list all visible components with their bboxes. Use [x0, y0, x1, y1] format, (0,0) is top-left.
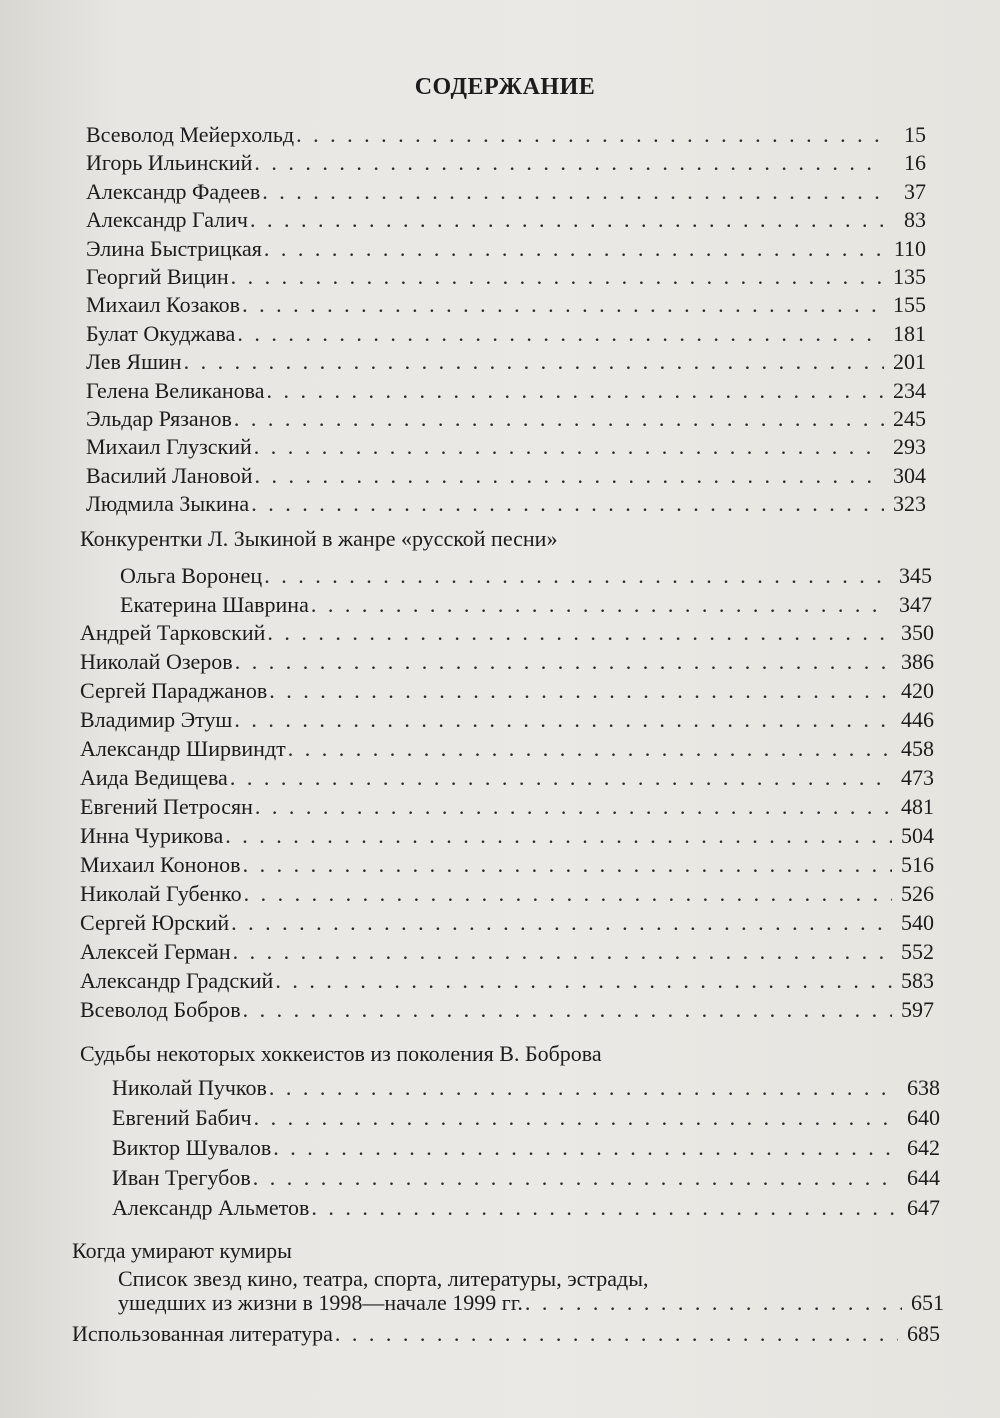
toc-entry-page: 640 — [907, 1105, 940, 1130]
toc-entry-page: 323 — [893, 491, 926, 517]
toc-entry — [86, 321, 926, 349]
dot-leader — [235, 649, 892, 675]
toc-entry-title: Андрей Тарковский — [80, 620, 266, 645]
dot-leader — [243, 852, 892, 878]
idols-description-line1: Список звезд кино, театра, спорта, литературы, эстрады, — [118, 1266, 649, 1291]
toc-entry-title: Сергей Параджанов — [80, 678, 268, 703]
toc-entry-page: 446 — [901, 707, 934, 732]
toc-entry — [80, 649, 934, 677]
section-heading-zykina: Конкурентки Л. Зыкиной в жанре «русской песни» — [80, 526, 558, 551]
toc-entry — [86, 292, 926, 320]
toc-entry-page: 638 — [907, 1075, 940, 1100]
toc-entry — [86, 179, 926, 207]
toc-entry-page: 583 — [901, 968, 934, 993]
toc-entry-page: 201 — [893, 349, 926, 375]
toc-entry-page: 481 — [901, 794, 934, 819]
toc-entry-page: 420 — [901, 678, 934, 703]
dot-leader — [234, 707, 892, 733]
toc-entry — [86, 207, 926, 235]
section-heading-hockey: Судьбы некоторых хоккеистов из поколения В. Боброва — [80, 1041, 602, 1066]
dot-leader — [296, 122, 884, 148]
toc-entry-title: Михаил Глузский — [86, 434, 252, 460]
toc-entry — [86, 406, 926, 434]
toc-entry-page: 181 — [893, 320, 926, 346]
toc-entry-title: Александр Фадеев — [86, 178, 261, 204]
toc-entry-title: Владимир Этуш — [80, 707, 233, 732]
toc-entry — [86, 434, 926, 462]
toc-entry — [120, 563, 932, 591]
dot-leader — [275, 968, 892, 994]
toc-entry-page: 504 — [901, 823, 934, 848]
toc-entry — [80, 707, 934, 735]
toc-entry — [80, 852, 934, 880]
toc-entry — [112, 1105, 940, 1133]
toc-entry — [80, 939, 934, 967]
toc-entry-page: 110 — [893, 235, 926, 261]
toc-entry — [80, 736, 934, 764]
dot-leader — [335, 1321, 898, 1347]
toc-entry — [112, 1075, 940, 1103]
dot-leader — [250, 207, 884, 233]
dot-leader — [254, 463, 884, 489]
dot-leader — [267, 378, 884, 404]
toc-entry-page: 651 — [911, 1290, 944, 1315]
toc-entry-title: Людмила Зыкина — [86, 491, 250, 517]
dot-leader — [234, 406, 884, 432]
toc-entry — [86, 349, 926, 377]
toc-entry-title: Александр Галич — [86, 207, 248, 233]
toc-entry-page: 83 — [904, 207, 926, 233]
toc-entry — [112, 1195, 940, 1223]
toc-entry-title: Ольга Воронец — [120, 563, 263, 588]
toc-entry — [80, 968, 934, 996]
toc-entry-title: Эльдар Рязанов — [86, 406, 232, 431]
toc-entry-page: 350 — [901, 620, 934, 645]
toc-entry-title: Иван Трегубов — [112, 1165, 251, 1190]
toc-entry-title: Александр Градский — [80, 968, 274, 993]
dot-leader — [253, 1165, 898, 1191]
toc-entry-page: 16 — [904, 150, 926, 176]
toc-entry — [86, 378, 926, 406]
toc-entry-page: 234 — [893, 377, 926, 403]
toc-entry-title: Евгений Петросян — [80, 794, 253, 819]
toc-entry — [80, 678, 934, 706]
section-heading-idols: Когда умирают кумиры — [72, 1238, 292, 1263]
toc-entry-title: Лев Яшин — [86, 349, 182, 375]
toc-entry-title: Всеволод Мейерхольд — [86, 122, 295, 147]
toc-entry-page: 347 — [899, 592, 932, 617]
toc-entry — [80, 620, 934, 648]
toc-entry-page: 304 — [893, 462, 926, 488]
toc-entry-title: Александр Альметов — [112, 1195, 310, 1220]
toc-entry — [86, 236, 926, 264]
dot-leader — [311, 1195, 898, 1221]
dot-leader — [269, 1075, 898, 1101]
toc-entry-title: Михаил Кононов — [80, 852, 241, 877]
toc-entry-page: 540 — [901, 910, 934, 935]
toc-entry-title: Алексей Герман — [80, 939, 231, 964]
dot-leader — [262, 179, 884, 205]
toc-entry-page: 37 — [904, 178, 926, 204]
toc-entry-page: 245 — [893, 406, 926, 431]
dot-leader — [254, 1105, 898, 1131]
toc-entry — [112, 1135, 940, 1163]
toc-entry-title: Михаил Козаков — [86, 292, 241, 318]
dot-leader — [255, 794, 892, 820]
toc-entry — [86, 150, 926, 178]
toc-entry — [80, 997, 934, 1025]
toc-entry-title: Александр Ширвиндт — [80, 736, 286, 761]
toc-entry-page: 516 — [901, 852, 934, 877]
toc-entry-title: Екатерина Шаврина — [120, 592, 309, 617]
dot-leader — [244, 881, 892, 907]
toc-entry-title: Георгий Вицин — [86, 264, 229, 289]
dot-leader — [231, 264, 884, 290]
toc-entry-title: Использованная литература — [72, 1321, 333, 1346]
toc-entry-page: 135 — [893, 264, 926, 289]
dot-leader — [267, 620, 892, 646]
toc-entry — [80, 881, 934, 909]
dot-leader — [273, 1135, 898, 1161]
toc-entry-idols — [118, 1290, 944, 1318]
dot-leader — [525, 1290, 902, 1316]
toc-entry-page: 293 — [893, 434, 926, 460]
dot-leader — [184, 349, 884, 375]
toc-entry — [80, 910, 934, 938]
dot-leader — [264, 563, 890, 589]
toc-entry-page: 685 — [907, 1321, 940, 1346]
toc-entry-page: 526 — [901, 881, 934, 906]
toc-entry-title: Николай Озеров — [80, 649, 233, 674]
dot-leader — [254, 434, 884, 460]
toc-entry-title: Элина Быстрицкая — [86, 235, 262, 261]
toc-entry-title: Булат Окуджава — [86, 320, 236, 346]
toc-entry-page: 155 — [893, 292, 926, 318]
toc-entry — [86, 264, 926, 292]
toc-entry-page: 597 — [901, 997, 934, 1022]
dot-leader — [254, 150, 884, 176]
toc-entry-title: Евгений Бабич — [112, 1105, 252, 1130]
toc-entry-title: Николай Пучков — [112, 1075, 267, 1100]
toc-entry-title: Всеволод Бобров — [80, 997, 241, 1022]
dot-leader — [264, 236, 884, 262]
toc-entry-page: 647 — [907, 1195, 940, 1220]
toc-entry-page: 644 — [907, 1165, 940, 1190]
dot-leader — [251, 491, 884, 517]
toc-entry-title: Василий Лановой — [86, 462, 253, 488]
toc-entry-page: 552 — [901, 939, 934, 964]
dot-leader — [311, 592, 890, 618]
dot-leader — [242, 292, 884, 318]
toc-entry-title: Сергей Юрский — [80, 910, 230, 935]
toc-entry-title: Виктор Шувалов — [112, 1135, 272, 1160]
dot-leader — [230, 765, 892, 791]
toc-entry — [80, 823, 934, 851]
toc-entry-page: 345 — [899, 563, 932, 588]
toc-entry — [80, 765, 934, 793]
dot-leader — [231, 910, 892, 936]
toc-entry-title: Игорь Ильинский — [86, 150, 253, 176]
dot-leader — [288, 736, 892, 762]
toc-entry — [80, 794, 934, 822]
toc-entry-page: 15 — [904, 122, 926, 147]
toc-entry — [86, 122, 926, 150]
dot-leader — [269, 678, 892, 704]
dot-leader — [243, 997, 892, 1023]
dot-leader — [225, 823, 892, 849]
toc-entry-page: 458 — [901, 736, 934, 761]
toc-entry-title: Гелена Великанова — [86, 377, 265, 403]
toc-entry-title: Николай Губенко — [80, 881, 242, 906]
dot-leader — [233, 939, 892, 965]
page-title: СОДЕРЖАНИЕ — [414, 74, 596, 100]
toc-entry-page: 642 — [907, 1135, 940, 1160]
toc-entry — [86, 463, 926, 491]
toc-entry — [72, 1321, 940, 1349]
toc-entry — [120, 592, 932, 620]
toc-entry-title: Инна Чурикова — [80, 823, 224, 848]
dot-leader — [237, 321, 884, 347]
idols-description-line2: ушедших из жизни в 1998—начале 1999 гг. — [118, 1290, 523, 1315]
toc-entry — [112, 1165, 940, 1193]
toc-entry-page: 473 — [901, 765, 934, 790]
toc-entry — [86, 491, 926, 519]
toc-entry-page: 386 — [901, 649, 934, 674]
toc-entry-title: Аида Ведищева — [80, 765, 228, 790]
